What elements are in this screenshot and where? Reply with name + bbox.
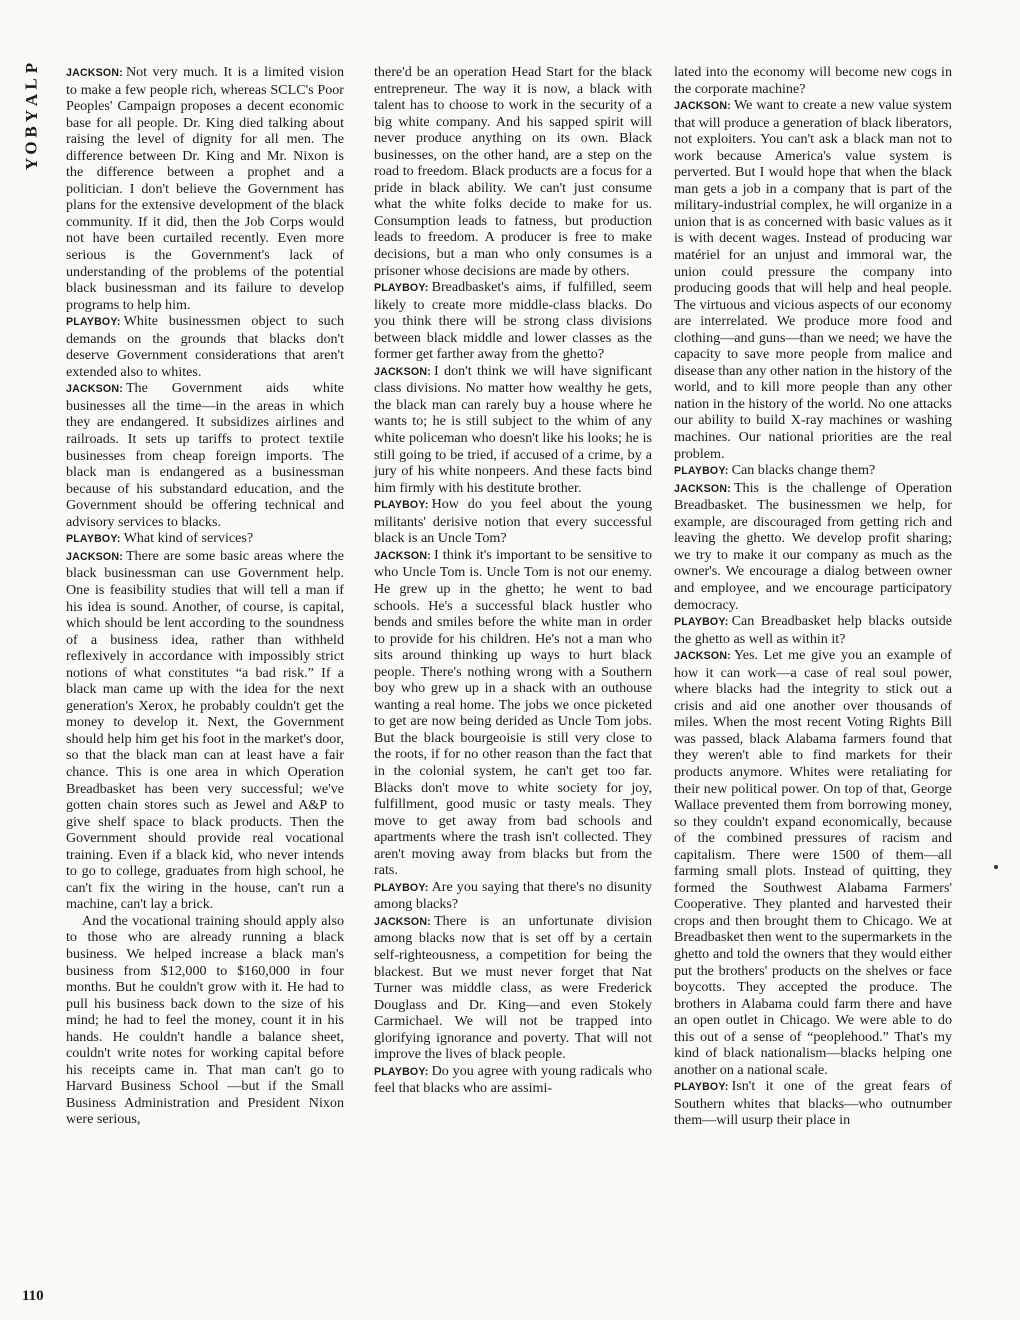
speaker-label: JACKSON: [374,549,431,562]
interview-paragraph [66,64,344,313]
paragraph-text: How do you feel about the young militants' derisive notion that every successful black is an Uncle Tom? [374,496,652,547]
interview-paragraph [374,279,652,363]
masthead-letter: P [21,62,41,74]
speaker-label: PLAYBOY: [66,533,121,546]
paragraph-text: And the vocational training should apply also to those who are already running a black business. We helped increase a black man's business from $12,000 to $160,000 in four months. But he couldn't grow with it. He had to pull his business back down to the size of his mind; he had to feel the money, count it in his hands. He couldn't handle a balance sheet, couldn't write notes for working capital before his receipts came in. That man can't go to Harvard Business School —but if the Small Business Administration and President Nixon were serious, [66,912,344,1128]
speaker-label: PLAYBOY: [374,282,429,295]
masthead-letter: Y [22,157,41,171]
interview-paragraph [674,64,952,97]
paragraph-text: White businessmen object to such demands on the grounds that blacks don't deserve Government considerations that aren't extended also to whites. [66,313,344,380]
interview-paragraph [674,462,952,480]
interview-paragraph [674,480,952,613]
interview-paragraph [374,547,652,879]
interview-paragraph [674,97,952,462]
masthead-letter: B [22,126,41,138]
interview-paragraph [66,313,344,380]
paragraph-text: Do you agree with young radicals who feel that blacks who are assimi- [374,1062,652,1097]
interview-paragraph [674,1078,952,1129]
speaker-label: JACKSON: [66,550,123,563]
interview-paragraph [374,913,652,1063]
paragraph-text: Can blacks change them? [731,462,876,479]
paragraph-text: Breadbasket's aims, if fulfilled, seem likely to create more middle-class blacks. Do you think there will be strong class divisions between black middle and lower classes as the former get farther away from the ghetto? [374,279,652,363]
paragraph-text: lated into the economy will become new cogs in the corporate machine? [674,64,952,97]
paragraph-text: Can Breadbasket help blacks outside the ghetto as well as within it? [674,613,952,647]
speaker-label: PLAYBOY: [374,499,429,512]
interview-paragraph [674,647,952,1078]
speaker-label: PLAYBOY: [674,616,729,629]
speaker-label: JACKSON: [374,915,431,928]
paragraph-text: Yes. Let me give you an example of how it can work—a case of real soul power, where blacks had the integrity to stick out a crisis and aid one another over thousands of miles. When the most recent Voting Rights Bill was passed, black Alabama farmers found that they weren't able to find markets for their products anymore. Whites were retaliating for their new political power. On top of that, George Wallace prevented them from borrowing money, so they couldn't expand economically, because of the combined pressures of racism and capitalism. There were 1500 of them—all farming small plots. Instead of quitting, they formed the Southwest Alabama Farmers' Cooperative. They planted and harvested their crops and then brought them to Chicago. We at Breadbasket then went to the supermarkets in the ghetto and told the owners that they would either put the brothers' products on the shelves or face boycotts. They accepted the produce. The brothers in Alabama could farm there and have an open outlet in Chicago. We were able to do this out of a sense of “peoplehood.” That's my kind of black nationalism—blacks helping one another on a national scale. [674,647,952,1078]
paragraph-text: there'd be an operation Head Start for the black entrepreneur. The way it is now, a black with talent has to choose to work in the security of a big white company. And his sapped spirit will never produce anything on its own. Black businesses, on the other hand, are a step on the road to freedom. Black products are a focus for a pride in black ability. We can't just consume what the white folks decide to make for us. Consumption leads to fatness, but production leads to freedom. A producer is free to make decisions, but a man who only consumes is a prisoner whose decisions are made by others. [374,64,652,279]
speaker-label: PLAYBOY: [674,1081,729,1094]
interview-paragraph [374,879,652,913]
text-column-1 [66,64,344,1128]
stray-mark [994,865,998,869]
page-number: 110 [22,1288,44,1304]
interview-paragraph [374,496,652,547]
speaker-label: PLAYBOY: [374,1065,429,1078]
interview-paragraph [674,613,952,647]
masthead-letter: A [22,93,41,107]
interview-paragraph [66,380,344,530]
speaker-label: JACKSON: [674,482,731,495]
interview-paragraph [374,363,652,496]
speaker-label: PLAYBOY: [374,881,429,894]
speaker-label: JACKSON: [374,365,431,378]
paragraph-text: This is the challenge of Operation Breadbasket. The businessmen we help, for example, are discouraged from getting rich and leaving the ghetto. We develop profit sharing; we try to make it our company as much as the owner's. We encourage a dialog between owner and employee, and we encourage participatory democracy. [674,479,952,613]
masthead-letter: O [21,141,41,155]
interview-paragraph [374,1063,652,1097]
speaker-label: JACKSON: [674,100,731,113]
paragraph-text: Isn't it one of the great fears of Southern whites that blacks—who outnumber them—will usurp their place in [674,1078,952,1129]
interview-paragraph [66,913,344,1128]
interview-paragraph [66,548,344,913]
paragraph-text: Not very much. It is a limited vision to make a few people rich, whereas SCLC's Poor Peoples' Campaign proposes a decent economic base for all people. Dr. King died talking about raising the level of dignity for all men. The difference between Dr. King and Mr. Nixon is the difference between a prophet and a politician. I don't believe the Government has plans for the extensive development of the black community. If it did, then the Job Corps would not have been curtailed recently. Even more serious is the Government's lack of understanding of the problems of the potential black businessman and its failure to develop programs to help him. [66,64,344,313]
speaker-label: JACKSON: [674,650,731,663]
paragraph-text: There are some basic areas where the black businessman can use Government help. One is feasibility studies that will tell a man if his idea is sound. Another, of course, is capital, which should be lent according to the soundness of a business idea, rather than withheld reflexively in accordance with impossibly strict notions of what constitutes “a bad risk.” If a black man came up with the idea for the next generation's Xerox, he probably couldn't get the money to develop it. Next, the Government should help him get his foot in the market's door, so that the black man can at least have a fair chance. This is one area in which Operation Breadbasket has been very successful; we've gotten chain stores such as Jewel and A&P to give shelf space to black products. Then the Government should provide real vocational training. Even if a black kid, who never intends to go to college, graduates from high school, he can't fix the wiring in the house, can't run a machine, can't lay a brick. [66,547,344,913]
interview-paragraph [66,530,344,548]
paragraph-text: I don't think we will have significant class divisions. No matter how wealthy he gets, the black man can rarely buy a house where he wants to; he is still subject to the whim of any white policeman who doesn't like his looks; he is still going to be tried, if accused of a crime, by a jury of his white nonpeers. And these facts bind him firmly with his destitute brother. [374,362,652,496]
masthead-letter: L [22,78,41,90]
speaker-label: JACKSON: [66,383,123,396]
speaker-label: JACKSON: [66,67,123,79]
interview-paragraph [374,64,652,279]
paragraph-text: Are you saying that there's no disunity among blacks? [374,878,652,913]
paragraph-text: What kind of services? [123,530,254,547]
text-column-2 [374,64,652,1097]
text-column-3 [674,64,952,1129]
masthead-letter: Y [22,109,41,123]
paragraph-text: We want to create a new value system that will produce a generation of black liberators, not exploiters. You can't ask a black man not to work because America's value system is perverted. But I would hope that when the black man gets a job in a company that is part of the military-industrial complex, he will organize in a union that is as concerned with basic values as it is with decent wages. Instead of producing war matériel for an unjust and immoral war, the union could pressure the company into producing goods that will help and heal people. The virtuous and vicious aspects of our economy are interrelated. We produce more food and clothing—and guns—than we need; we have the capacity to save more people from malice and disease than any other nation in the history of the world, and to kill more people than any other nation in the history of the world. No one attacks our ability to build X-ray machines or washing machines. Our national priorities are the real problem. [674,97,952,462]
speaker-label: PLAYBOY: [674,465,729,478]
paragraph-text: There is an unfortunate division among blacks now that is set off by a certain self-righteousness, a competition for being the blackest. But we must never forget that Nat Turner was middle class, as were Frederick Douglass and Dr. King—and even Stokely Carmichael. We will not be trapped into glorifying ignorance and poverty. That will not improve the lives of black people. [374,912,652,1063]
speaker-label: PLAYBOY: [66,316,121,329]
playboy-masthead [22,60,44,172]
paragraph-text: I think it's important to be sensitive to who Uncle Tom is. Uncle Tom is not our enemy. He grew up in the ghetto; he went to bad schools. He's a successful black hustler who bends and smiles before the white man in order to provide for his children. He's not a man who sits around thinking up ways to hurt black people. There's nothing wrong with a Southern boy who grew up in a shack with an outhouse wanting a real home. The jobs we once picketed to get are now being derided as Uncle Tom jobs. But the black bourgeoisie is still very close to the roots, if for no other reason than the fact that in the colonial system, he can't get too far. Blacks don't move to white society for joy, fulfillment, good music or tasty meals. They move to get away from bad schools and apartments where the trash isn't collected. They aren't moving away from blacks but from the rats. [374,546,652,879]
paragraph-text: The Government aids white businesses all the time—in the areas in which they are endangered. It subsidizes airlines and railroads. It sets up tariffs to protect textile businesses from cheap foreign imports. The black man is endangered as a businessman because of his substandard education, and the Government should be offering technical and advisory services to blacks. [66,380,344,530]
